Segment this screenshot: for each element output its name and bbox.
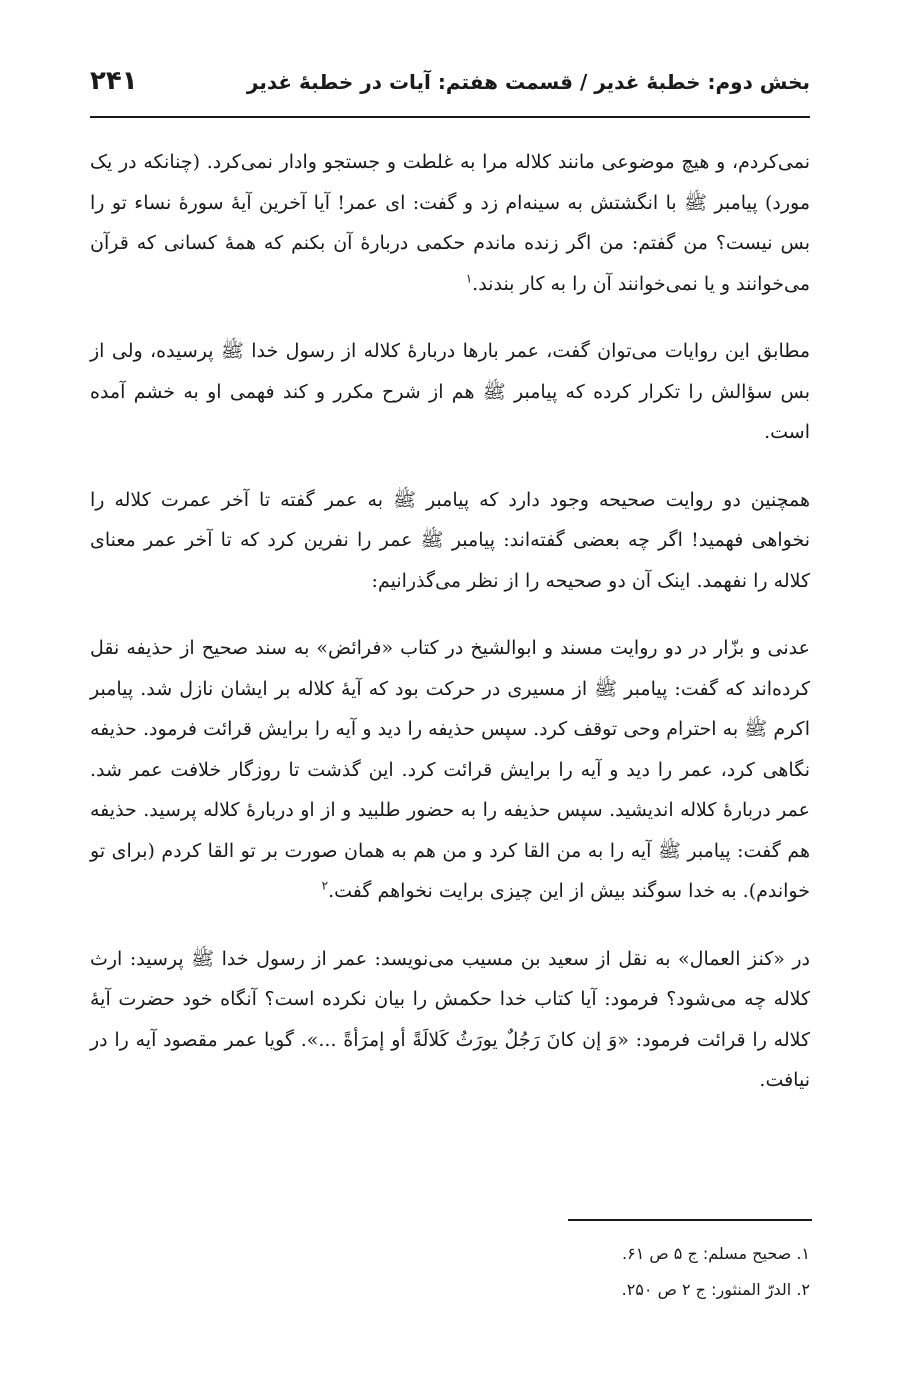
footnote-1: ۱. صحیح مسلم: ج ۵ ص ۶۱. [622, 1244, 810, 1263]
footnote-ref[interactable]: ۲ [321, 878, 329, 893]
paragraph-text: همچنین دو روایت صحیحه وجود دارد که پیامبر ﷺ به عمر گفته تا آخر عمرت کلاله را نخواهی فهمید! اگر چه بعضی گفته‌اند: پیامبر ﷺ عمر را نفرین کرد که تا آخر عمر معنای کلاله را نفهمد. اینک آن دو صحیحه را از نظر می‌گذرانیم: [90, 488, 810, 592]
page-number: ۲۴۱ [90, 66, 138, 96]
running-head: بخش دوم: خطبهٔ غدیر / قسمت هفتم: آیات در خطبهٔ غدیر [246, 70, 810, 94]
paragraph-text: عدنی و بزّار در دو روایت مسند و ابوالشیخ در کتاب «فرائض» به سند صحیح از حذیفه نقل کرده‌اند که گفت: پیامبر ﷺ از مسیری در حرکت بود که آیهٔ کلاله بر ایشان نازل شد. پیامبر اکرم ﷺ به احترام وحی توقف کرد. سپس حذیفه را دید و آیه را برایش قرائت فرمود. حذیفه نگاهی کرد، عمر را دید و آیه را برایش قرائت کرد. این گذشت تا روزگار خلافت عمر شد. عمر دربارهٔ کلاله اندیشید. سپس حذیفه را به حضور طلبید و از او دربارهٔ کلاله پرسید. حذیفه هم گفت: پیامبر ﷺ آیه را به من القا کرد و من هم به همان صورت بر تو القا کردم (برای تو خواندم). به خدا سوگند بیش از این چیزی برایت نخواهم گفت. [90, 637, 810, 902]
paragraph-text: نمی‌کردم، و هیچ موضوعی مانند کلاله مرا به غلطت و جستجو وادار نمی‌کرد. (چنانکه در یک مورد) پیامبر ﷺ با انگشتش به سینه‌ام زد و گفت: ای عمر! آیا آخرین آیهٔ سورهٔ نساء تو را بس نیست؟ من گفتم: من اگر زنده ماندم حکمی دربارهٔ آن بکنم که همهٔ کسانی که قرآن می‌خوانند و یا نمی‌خوانند آن را به کار بندند. [90, 151, 810, 295]
paragraph-text: مطابق این روایات می‌توان گفت، عمر بارها دربارهٔ کلاله از رسول خدا ﷺ پرسیده، ولی از بس سؤالش را تکرار کرده که پیامبر ﷺ هم از شرح مکرر و کند فهمی او به خشم آمده است. [90, 340, 810, 443]
footnotes [90, 1236, 810, 1308]
paragraph-text: در «کنز العمال» به نقل از سعید بن مسیب می‌نویسد: عمر از رسول خدا ﷺ پرسید: ارث کلاله چه می‌شود؟ فرمود: آیا کتاب خدا حکمش را بیان نکرده است؟ آنگاه خود حضرت آیهٔ کلاله را قرائت فرمود: «وَ إن كانَ رَجُلٌ يورَثُ كَلالَةً أو إمرَأةً ...». گویا عمر مقصود آیه را در نیافت. [90, 947, 810, 1091]
footnote-ref[interactable]: ۱ [465, 271, 473, 286]
body-text [90, 142, 810, 1128]
paragraph [90, 480, 810, 602]
footnote-separator [568, 1219, 812, 1221]
page-header [90, 62, 810, 112]
footnote-2: ۲. الدرّ المنثور: ج ۲ ص ۲۵۰. [621, 1280, 810, 1299]
paragraph [90, 331, 810, 453]
paragraph [90, 142, 810, 304]
header-rule [90, 116, 810, 118]
paragraph [90, 628, 810, 912]
paragraph [90, 939, 810, 1101]
